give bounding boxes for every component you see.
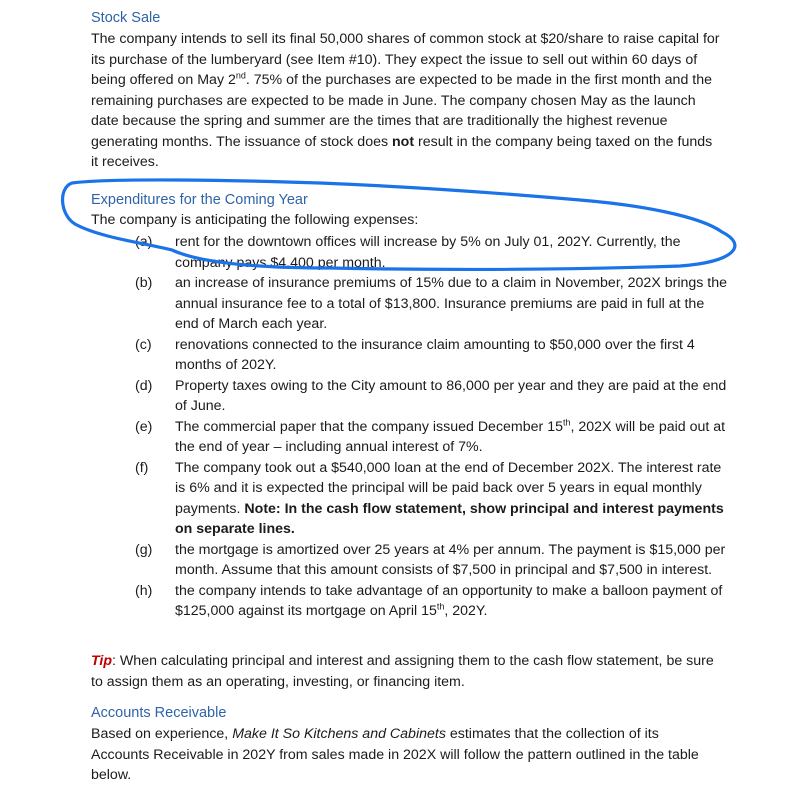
bold-text: not [392, 133, 415, 150]
list-text: The company took out a $540,000 loan at the end of December 202X. The interest rate is 6% and it is expected the principal will be paid back over 5 years in equal monthly payments. Note: In the cash flow statement, show principal and interest payments on separate lines. [175, 459, 724, 537]
bold-note: Note: In the cash flow statement, show principal and interest payments on separate lines. [175, 500, 724, 537]
superscript: th [562, 416, 571, 427]
stock-sale-text-2: . 75% of the purchases are expected to be made in the first month and the remaining purchases are expected to be made in June. The company chosen May as the launch date because the spring and summer are the times that are traditionally the highest revenue generating months. The issuance of stock does [91, 72, 712, 150]
accounts-receivable-paragraph: Based on experience, Make It So Kitchens and Cabinets estimates that the collection of its Accounts Receivable in 202Y from sales made in 202X will follow the pattern outlined in the table below. [91, 726, 699, 783]
list-item [91, 540, 731, 581]
list-label: (a) [135, 234, 153, 250]
list-text: The commercial paper that the company issued December 15th, 202X will be paid out at the end of year – including annual interest of 7%. [175, 416, 726, 455]
expenditures-intro: The company is anticipating the following expenses: [91, 212, 419, 228]
list-label: (d) [135, 377, 153, 394]
superscript: nd [235, 70, 246, 81]
list-text: rent for the downtown offices will increase by 5% on July 01, 202Y. Currently, the company pays $4,400 per month. [175, 234, 681, 271]
stock-sale-heading: Stock Sale [91, 10, 161, 26]
expenditures-list [91, 232, 731, 622]
list-item [91, 273, 731, 335]
tip-paragraph [91, 651, 716, 692]
company-name: Make It So Kitchens and Cabinets [232, 726, 446, 742]
tip-text: : When calculating principal and interest and assigning them to the cash flow statement, be sure to assign them as an operating, investing, or financing item. [91, 653, 714, 690]
superscript: th [436, 601, 445, 612]
stock-sale-text-3: result in the company being taxed on the funds it receives. [91, 133, 713, 170]
list-item [91, 581, 731, 622]
list-label: (c) [135, 336, 152, 353]
list-text: the mortgage is amortized over 25 years at 4% per annum. The payment is $15,000 per month. Assume that this amount consists of $7,500 in principal and $7,500 in interest. [175, 541, 726, 578]
list-item [91, 232, 731, 273]
list-item [91, 458, 731, 540]
list-label: (b) [135, 275, 153, 291]
stock-sale-paragraph [91, 29, 721, 173]
list-label: (e) [135, 418, 153, 435]
list-item [91, 335, 731, 376]
expenditures-heading: Expenditures for the Coming Year [91, 192, 308, 208]
accounts-receivable-heading: Accounts Receivable [91, 705, 227, 721]
tip-label: Tip [91, 653, 113, 669]
list-text: an increase of insurance premiums of 15% due to a claim in November, 202X brings the annual insurance fee to a total of $13,800. Insurance premiums are paid in full at the end of March each year. [175, 275, 728, 332]
list-label: (f) [135, 459, 149, 476]
list-text: the company intends to take advantage of an opportunity to make a balloon payment of $125,000 against its mortgage on April 15th, 202Y. [175, 582, 723, 619]
list-label: (g) [135, 541, 153, 558]
list-label: (h) [135, 582, 153, 599]
list-item [91, 376, 731, 417]
list-text: Property taxes owing to the City amount to 86,000 per year and they are paid at the end of June. [175, 377, 727, 414]
stock-sale-text-1: The company intends to sell its final 50,000 shares of common stock at $20/share to raise capital for its purchase of the lumberyard (see Item #10). They expect the issue to sell out within 60 days of being offered on May 2 [91, 31, 720, 88]
list-text: renovations connected to the insurance claim amounting to $50,000 over the first 4 months of 202Y. [175, 336, 695, 373]
list-item [91, 417, 731, 458]
